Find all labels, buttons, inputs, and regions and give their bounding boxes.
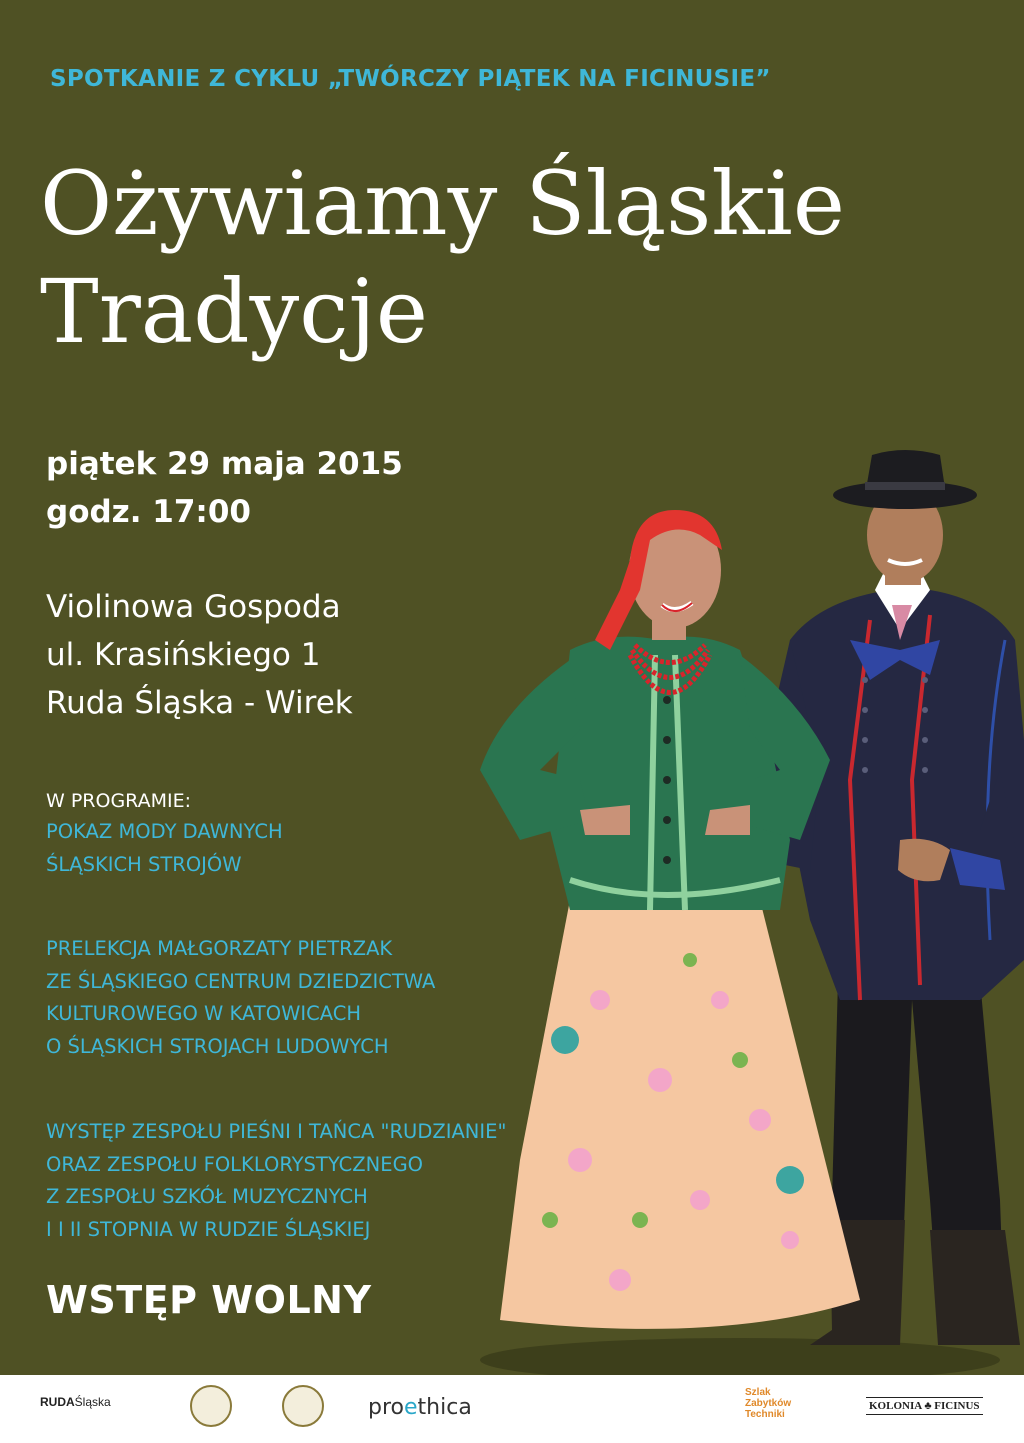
- event-datetime: [46, 440, 403, 536]
- program-item-fashion-show: [46, 816, 283, 881]
- szlak-line: Zabytków: [745, 1398, 792, 1409]
- title-line-1: Ożywiamy Śląskie: [40, 152, 845, 255]
- venue-name: Violinowa Gospoda: [46, 589, 341, 625]
- program-line: WYSTĘP ZESPOŁU PIEŚNI I TAŃCA "RUDZIANIE": [46, 1120, 507, 1143]
- proethica-rest-text: thica: [417, 1395, 472, 1420]
- program-item-performance: [46, 1116, 506, 1246]
- proethica-logo: [368, 1395, 472, 1420]
- folk-couple-illustration: [460, 440, 1024, 1375]
- ruda-rest-text: Śląska: [74, 1395, 111, 1409]
- program-line: POKAZ MODY DAWNYCH: [46, 820, 283, 843]
- event-venue: [46, 583, 353, 727]
- szlak-zabytkow-techniki-logo: [745, 1387, 791, 1420]
- title-line-2: Tradycje: [40, 260, 428, 363]
- proethica-pro-text: pro: [368, 1395, 404, 1420]
- event-date: piątek 29 maja 2015: [46, 446, 403, 482]
- kolonia-ficinus-logo: KOLONIA ♣ FICINUS: [866, 1397, 983, 1415]
- ruda-bold-text: RUDA: [40, 1395, 75, 1409]
- library-seal-icon: [282, 1385, 324, 1427]
- szlak-line: Szlak: [745, 1387, 771, 1398]
- program-line: O ŚLĄSKICH STROJACH LUDOWYCH: [46, 1034, 389, 1058]
- program-line: ZE ŚLĄSKIEGO CENTRUM DZIEDZICTWA: [46, 969, 436, 993]
- sponsor-footer: [0, 1375, 1024, 1443]
- program-line: ŚLĄSKICH STROJÓW: [46, 852, 242, 876]
- program-item-lecture: [46, 933, 435, 1063]
- event-time: godz. 17:00: [46, 494, 251, 530]
- free-admission: WSTĘP WOLNY: [46, 1278, 372, 1322]
- association-seal-icon: [190, 1385, 232, 1427]
- program-line: KULTUROWEGO W KATOWICACH: [46, 1002, 361, 1025]
- szlak-line: Techniki: [745, 1409, 785, 1420]
- proethica-e-text: e: [404, 1395, 418, 1420]
- page-title: [40, 150, 845, 366]
- event-series-subtitle: SPOTKANIE Z CYKLU „TWÓRCZY PIĄTEK NA FICINUSIE”: [50, 66, 771, 92]
- ruda-slaska-logo: [40, 1395, 111, 1409]
- program-line: I I II STOPNIA W RUDZIE ŚLĄSKIEJ: [46, 1217, 371, 1241]
- ground-shadow: [480, 1338, 1000, 1375]
- program-label: W PROGRAMIE:: [46, 790, 191, 812]
- program-line: PRELEKCJA MAŁGORZATY PIETRZAK: [46, 937, 393, 960]
- program-line: ORAZ ZESPOŁU FOLKLORYSTYCZNEGO: [46, 1152, 424, 1176]
- venue-city: Ruda Śląska - Wirek: [46, 685, 353, 721]
- venue-street: ul. Krasińskiego 1: [46, 637, 321, 673]
- program-line: Z ZESPOŁU SZKÓŁ MUZYCZNYCH: [46, 1185, 368, 1208]
